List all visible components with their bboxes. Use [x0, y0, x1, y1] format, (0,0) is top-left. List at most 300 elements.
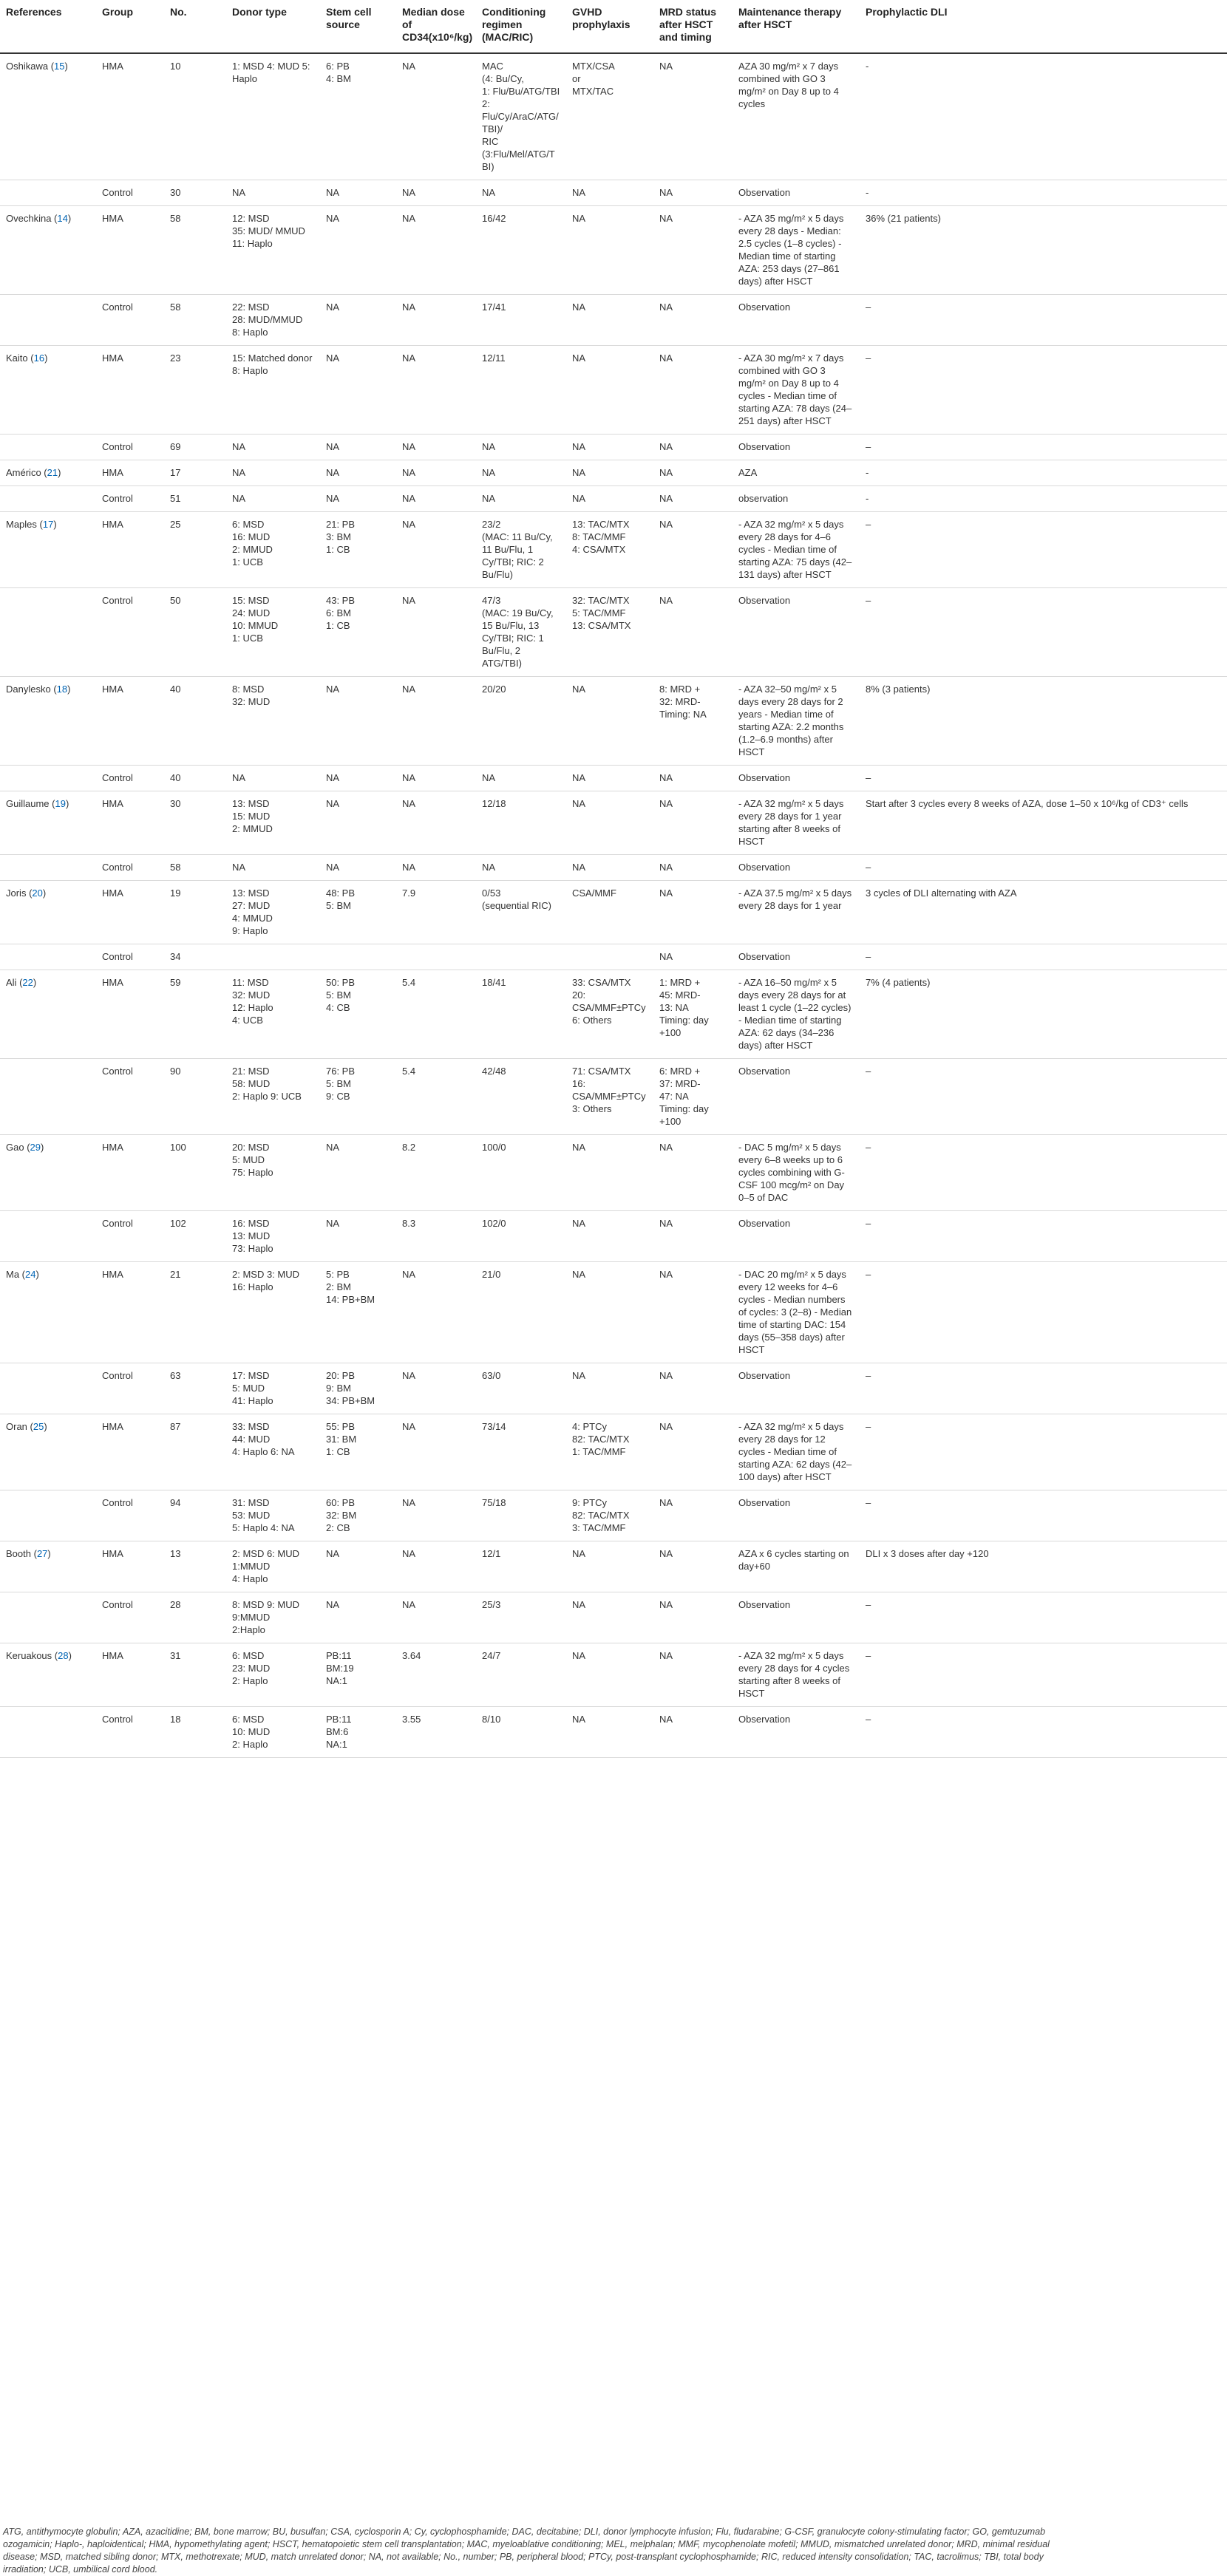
cell-gvhd: NA [566, 677, 653, 766]
cell-mrd: NA [653, 435, 733, 460]
cell-gvhd: 13: TAC/MTX 8: TAC/MMF 4: CSA/MTX [566, 512, 653, 588]
cell-group: Control [96, 295, 164, 346]
cell-donor-type: 13: MSD 27: MUD 4: MMUD 9: Haplo [226, 881, 320, 944]
table-row [0, 1414, 1227, 1490]
cell-dli: DLI x 3 doses after day +120 [860, 1541, 1227, 1592]
cell-cd34-dose: 8.2 [396, 1135, 476, 1211]
cell-maintenance: Observation [733, 295, 860, 346]
cell-cd34-dose: NA [396, 486, 476, 512]
cell-conditioning: 25/3 [476, 1592, 566, 1643]
cell-maintenance: - AZA 32 mg/m² x 5 days every 28 days for 4 cycles starting after 8 weeks of HSCT [733, 1643, 860, 1707]
cell-donor-type: 31: MSD 53: MUD 5: Haplo 4: NA [226, 1490, 320, 1541]
table-row [0, 435, 1227, 460]
reference-link[interactable]: 17 [42, 519, 54, 530]
cell-mrd: 6: MRD + 37: MRD- 47: NA Timing: day +100 [653, 1059, 733, 1135]
cell-gvhd: CSA/MMF [566, 881, 653, 944]
cell-number: 63 [164, 1363, 226, 1414]
cell-maintenance: - AZA 32–50 mg/m² x 5 days every 28 days for 2 years - Median time of starting AZA: 2.2 months (1.2–6.9 months) after HSCT [733, 677, 860, 766]
table-row [0, 460, 1227, 486]
table-row [0, 970, 1227, 1059]
cell-number: 23 [164, 346, 226, 435]
cell-donor-type: 6: MSD 23: MUD 2: Haplo [226, 1643, 320, 1707]
cell-cd34-dose: 7.9 [396, 881, 476, 944]
cell-dli: - [860, 460, 1227, 486]
reference-author: Gao [6, 1142, 24, 1153]
reference-author: Oshikawa [6, 61, 49, 72]
cell-reference [0, 1592, 96, 1643]
cell-stem-cell-source: 48: PB 5: BM [320, 881, 396, 944]
cell-reference: Ma (24) [0, 1262, 96, 1363]
cell-dli: – [860, 1414, 1227, 1490]
cell-number: 40 [164, 766, 226, 791]
reference-author: Ali [6, 977, 17, 988]
cell-reference [0, 1707, 96, 1758]
cell-mrd: NA [653, 1707, 733, 1758]
cell-conditioning: 24/7 [476, 1643, 566, 1707]
cell-stem-cell-source: NA [320, 206, 396, 295]
cell-cd34-dose: NA [396, 791, 476, 855]
cell-cd34-dose [396, 944, 476, 970]
table-row [0, 1135, 1227, 1211]
table-footnote: ATG, antithymocyte globulin; AZA, azacitidine; BM, bone marrow; BU, busulfan; CSA, cyclosporin A; Cy, cyclophosphamide; DAC, decitabine; DLI, donor lymphocyte infusion; Flu, fludarabine; G-CSF, granulocyte colony-stimulating factor; GO, gemtuzumab ozogamicin; Haplo-, haploidentical; HMA, hypomethylating agent; HSCT, hematopoietic stem cell transplantation; MAC, myeloablative conditioning; MEL, melphalan; MMF, mycophenolate mofetil; MMUD, mismatched unrelated donor; MRD, minimal residual disease; MSD, matched sibling donor; MTX, methotrexate; MUD, match unrelated donor; NA, not available; No., number; PB, peripheral blood; PTCy, post-transplant cyclophosphamide; RIC, reduced intensity consolidation; TAC, tacrolimus; TBI, total body irradiation; UCB, umbilical cord blood. [3, 2526, 1050, 2575]
cell-group: Control [96, 1363, 164, 1414]
header-references: References [0, 0, 96, 53]
cell-dli: – [860, 944, 1227, 970]
table-row [0, 766, 1227, 791]
cell-conditioning: 0/53 (sequential RIC) [476, 881, 566, 944]
reference-link[interactable]: 19 [55, 798, 66, 809]
cell-reference: Keruakous (28) [0, 1643, 96, 1707]
header-number: No. [164, 0, 226, 53]
reference-link[interactable]: 14 [57, 213, 68, 224]
cell-dli: – [860, 1592, 1227, 1643]
reference-link[interactable]: 18 [56, 684, 68, 695]
cell-stem-cell-source: NA [320, 180, 396, 206]
cell-conditioning: 100/0 [476, 1135, 566, 1211]
cell-mrd: NA [653, 1643, 733, 1707]
header-row [0, 0, 1227, 53]
cell-gvhd: NA [566, 766, 653, 791]
header-dli: Prophylactic DLI [860, 0, 1227, 53]
cell-dli: - [860, 180, 1227, 206]
cell-maintenance: - AZA 32 mg/m² x 5 days every 28 days for 1 year starting after 8 weeks of HSCT [733, 791, 860, 855]
cell-mrd: NA [653, 1262, 733, 1363]
cell-stem-cell-source: 43: PB 6: BM 1: CB [320, 588, 396, 677]
cell-group: Control [96, 1490, 164, 1541]
cell-reference [0, 1490, 96, 1541]
cell-maintenance: - AZA 32 mg/m² x 5 days every 28 days for 4–6 cycles - Median time of starting AZA: 75 days (42–131 days) after HSCT [733, 512, 860, 588]
cell-stem-cell-source: 55: PB 31: BM 1: CB [320, 1414, 396, 1490]
reference-author: Ovechkina [6, 213, 52, 224]
cell-mrd: NA [653, 1414, 733, 1490]
reference-link[interactable]: 15 [54, 61, 65, 72]
cell-stem-cell-source: NA [320, 855, 396, 881]
cell-mrd: NA [653, 1135, 733, 1211]
cell-reference [0, 435, 96, 460]
cell-gvhd: NA [566, 1135, 653, 1211]
cell-reference: Booth (27) [0, 1541, 96, 1592]
cell-number: 58 [164, 855, 226, 881]
cell-group: HMA [96, 1262, 164, 1363]
cell-stem-cell-source: NA [320, 435, 396, 460]
cell-gvhd: NA [566, 1541, 653, 1592]
reference-author: Danylesko [6, 684, 51, 695]
cell-stem-cell-source: NA [320, 346, 396, 435]
cell-donor-type: 1: MSD 4: MUD 5: Haplo [226, 53, 320, 180]
cell-reference: Gao (29) [0, 1135, 96, 1211]
cell-group: Control [96, 855, 164, 881]
cell-number: 28 [164, 1592, 226, 1643]
cell-number: 17 [164, 460, 226, 486]
reference-link[interactable]: 16 [33, 352, 45, 364]
cell-mrd: NA [653, 180, 733, 206]
cell-reference [0, 1059, 96, 1135]
cell-gvhd: NA [566, 206, 653, 295]
cell-gvhd: NA [566, 791, 653, 855]
cell-group: HMA [96, 1541, 164, 1592]
cell-gvhd: 4: PTCy 82: TAC/MTX 1: TAC/MMF [566, 1414, 653, 1490]
reference-link[interactable]: 22 [22, 977, 33, 988]
cell-mrd: NA [653, 791, 733, 855]
cell-dli: – [860, 346, 1227, 435]
header-stem-cell-source: Stem cell source [320, 0, 396, 53]
cell-group: Control [96, 1707, 164, 1758]
cell-reference [0, 295, 96, 346]
table-row [0, 588, 1227, 677]
cell-gvhd: 33: CSA/MTX 20: CSA/MMF±PTCy 6: Others [566, 970, 653, 1059]
cell-stem-cell-source: NA [320, 766, 396, 791]
cell-dli: – [860, 1262, 1227, 1363]
cell-stem-cell-source: NA [320, 1541, 396, 1592]
cell-gvhd: NA [566, 346, 653, 435]
cell-dli: – [860, 1059, 1227, 1135]
cell-group: Control [96, 1592, 164, 1643]
reference-link[interactable]: 29 [30, 1142, 41, 1153]
cell-cd34-dose: 5.4 [396, 970, 476, 1059]
cell-cd34-dose: NA [396, 53, 476, 180]
cell-gvhd: NA [566, 295, 653, 346]
cell-conditioning: NA [476, 855, 566, 881]
cell-conditioning: NA [476, 180, 566, 206]
cell-maintenance: Observation [733, 588, 860, 677]
cell-reference [0, 1211, 96, 1262]
cell-donor-type: 11: MSD 32: MUD 12: Haplo 4: UCB [226, 970, 320, 1059]
cell-stem-cell-source: NA [320, 486, 396, 512]
cell-maintenance: - AZA 35 mg/m² x 5 days every 28 days - Median: 2.5 cycles (1–8 cycles) - Median time of starting AZA: 253 days (27–861 days) after HSCT [733, 206, 860, 295]
cell-donor-type: NA [226, 855, 320, 881]
cell-maintenance: - DAC 5 mg/m² x 5 days every 6–8 weeks up to 6 cycles combining with G-CSF 100 mcg/m² on Day 0–5 of DAC [733, 1135, 860, 1211]
cell-dli: – [860, 766, 1227, 791]
cell-cd34-dose: NA [396, 1592, 476, 1643]
cell-group: Control [96, 766, 164, 791]
reference-link[interactable]: 27 [36, 1548, 48, 1559]
cell-gvhd: NA [566, 1707, 653, 1758]
table-row [0, 1363, 1227, 1414]
cell-maintenance: AZA [733, 460, 860, 486]
cell-reference: Oran (25) [0, 1414, 96, 1490]
cell-reference [0, 855, 96, 881]
reference-link[interactable]: 24 [25, 1269, 36, 1280]
cell-cd34-dose: NA [396, 435, 476, 460]
cell-dli: 7% (4 patients) [860, 970, 1227, 1059]
cell-conditioning: NA [476, 435, 566, 460]
cell-reference: Américo (21) [0, 460, 96, 486]
cell-number: 100 [164, 1135, 226, 1211]
cell-stem-cell-source: 21: PB 3: BM 1: CB [320, 512, 396, 588]
cell-stem-cell-source: 60: PB 32: BM 2: CB [320, 1490, 396, 1541]
cell-number: 69 [164, 435, 226, 460]
cell-maintenance: Observation [733, 1592, 860, 1643]
cell-cd34-dose: NA [396, 206, 476, 295]
cell-number: 10 [164, 53, 226, 180]
cell-stem-cell-source: NA [320, 1211, 396, 1262]
cell-conditioning: 20/20 [476, 677, 566, 766]
cell-conditioning: 12/11 [476, 346, 566, 435]
cell-cd34-dose: NA [396, 766, 476, 791]
cell-maintenance: Observation [733, 1363, 860, 1414]
cell-gvhd: NA [566, 180, 653, 206]
cell-donor-type: 2: MSD 3: MUD 16: Haplo [226, 1262, 320, 1363]
cell-reference [0, 766, 96, 791]
cell-reference [0, 486, 96, 512]
cell-number: 58 [164, 206, 226, 295]
cell-conditioning: NA [476, 486, 566, 512]
cell-mrd: NA [653, 1363, 733, 1414]
reference-author: Keruakous [6, 1650, 52, 1661]
cell-conditioning: NA [476, 460, 566, 486]
cell-mrd: NA [653, 295, 733, 346]
cell-mrd: NA [653, 881, 733, 944]
cell-number: 18 [164, 1707, 226, 1758]
cell-reference [0, 944, 96, 970]
cell-donor-type: 17: MSD 5: MUD 41: Haplo [226, 1363, 320, 1414]
cell-mrd: NA [653, 206, 733, 295]
cell-conditioning: 102/0 [476, 1211, 566, 1262]
cell-dli: – [860, 295, 1227, 346]
cell-maintenance: Observation [733, 1059, 860, 1135]
cell-conditioning: 17/41 [476, 295, 566, 346]
cell-conditioning: 12/1 [476, 1541, 566, 1592]
cell-mrd: 8: MRD + 32: MRD- Timing: NA [653, 677, 733, 766]
cell-donor-type: 8: MSD 32: MUD [226, 677, 320, 766]
table-row [0, 1211, 1227, 1262]
header-donor-type: Donor type [226, 0, 320, 53]
reference-author: Booth [6, 1548, 31, 1559]
cell-number: 50 [164, 588, 226, 677]
header-conditioning: Conditioning regimen (MAC/RIC) [476, 0, 566, 53]
cell-dli: – [860, 1707, 1227, 1758]
cell-maintenance: Observation [733, 1211, 860, 1262]
cell-reference [0, 1363, 96, 1414]
cell-dli: 3 cycles of DLI alternating with AZA [860, 881, 1227, 944]
reference-link[interactable]: 20 [32, 887, 43, 899]
cell-gvhd: NA [566, 1363, 653, 1414]
cell-group: HMA [96, 53, 164, 180]
cell-conditioning: 18/41 [476, 970, 566, 1059]
reference-author: Kaito [6, 352, 28, 364]
cell-conditioning: 42/48 [476, 1059, 566, 1135]
table-row [0, 1707, 1227, 1758]
header-maintenance: Maintenance therapy after HSCT [733, 0, 860, 53]
cell-maintenance: Observation [733, 944, 860, 970]
cell-gvhd: NA [566, 1592, 653, 1643]
cell-donor-type: 33: MSD 44: MUD 4: Haplo 6: NA [226, 1414, 320, 1490]
cell-donor-type: NA [226, 435, 320, 460]
header-gvhd: GVHD prophylaxis [566, 0, 653, 53]
cell-mrd: NA [653, 588, 733, 677]
header-group: Group [96, 0, 164, 53]
cell-dli: – [860, 1643, 1227, 1707]
cell-group: HMA [96, 512, 164, 588]
cell-stem-cell-source: 6: PB 4: BM [320, 53, 396, 180]
cell-donor-type: 8: MSD 9: MUD 9:MMUD 2:Haplo [226, 1592, 320, 1643]
cell-reference: Maples (17) [0, 512, 96, 588]
cell-stem-cell-source: NA [320, 1135, 396, 1211]
cell-group: Control [96, 180, 164, 206]
cell-mrd: NA [653, 1541, 733, 1592]
cell-cd34-dose: NA [396, 1541, 476, 1592]
cell-donor-type: NA [226, 460, 320, 486]
cell-dli: – [860, 512, 1227, 588]
cell-gvhd: NA [566, 435, 653, 460]
cell-group: HMA [96, 206, 164, 295]
cell-gvhd: 9: PTCy 82: TAC/MTX 3: TAC/MMF [566, 1490, 653, 1541]
cell-gvhd: NA [566, 1643, 653, 1707]
reference-link[interactable]: 28 [58, 1650, 69, 1661]
cell-mrd: NA [653, 1211, 733, 1262]
cell-dli: – [860, 1135, 1227, 1211]
cell-reference: Kaito (16) [0, 346, 96, 435]
cell-dli: – [860, 588, 1227, 677]
cell-cd34-dose: 8.3 [396, 1211, 476, 1262]
cell-conditioning: 16/42 [476, 206, 566, 295]
cell-stem-cell-source: NA [320, 295, 396, 346]
table-row [0, 944, 1227, 970]
cell-mrd: NA [653, 346, 733, 435]
cell-stem-cell-source: 20: PB 9: BM 34: PB+BM [320, 1363, 396, 1414]
cell-mrd: NA [653, 944, 733, 970]
cell-group: HMA [96, 460, 164, 486]
cell-stem-cell-source: NA [320, 460, 396, 486]
header-cd34-dose: Median dose of CD34(x10⁶/kg) [396, 0, 476, 53]
cell-stem-cell-source: 76: PB 5: BM 9: CB [320, 1059, 396, 1135]
cell-conditioning: 8/10 [476, 1707, 566, 1758]
table-row [0, 881, 1227, 944]
cell-conditioning: 63/0 [476, 1363, 566, 1414]
cell-cd34-dose: NA [396, 677, 476, 766]
table-row [0, 180, 1227, 206]
cell-dli: Start after 3 cycles every 8 weeks of AZA, dose 1–50 x 10⁶/kg of CD3⁺ cells [860, 791, 1227, 855]
cell-mrd: NA [653, 766, 733, 791]
cell-maintenance: Observation [733, 766, 860, 791]
cell-number: 94 [164, 1490, 226, 1541]
cell-conditioning: MAC (4: Bu/Cy, 1: Flu/Bu/ATG/TBI 2: Flu/Cy/AraC/ATG/TBI)/ RIC (3:Flu/Mel/ATG/TBI) [476, 53, 566, 180]
cell-maintenance: Observation [733, 1707, 860, 1758]
cell-reference [0, 588, 96, 677]
cell-number: 30 [164, 791, 226, 855]
cell-number: 19 [164, 881, 226, 944]
cell-maintenance: - AZA 16–50 mg/m² x 5 days every 28 days for at least 1 cycle (1–22 cycles) - Median time of starting AZA: 62 days (34–236 days) after HSCT [733, 970, 860, 1059]
cell-dli: - [860, 53, 1227, 180]
cell-gvhd: NA [566, 1262, 653, 1363]
cell-group: HMA [96, 1643, 164, 1707]
cell-donor-type: NA [226, 766, 320, 791]
cell-reference [0, 180, 96, 206]
cell-maintenance: observation [733, 486, 860, 512]
cell-number: 87 [164, 1414, 226, 1490]
cell-number: 90 [164, 1059, 226, 1135]
cell-dli: – [860, 1363, 1227, 1414]
cell-conditioning: 12/18 [476, 791, 566, 855]
cell-conditioning [476, 944, 566, 970]
cell-cd34-dose: NA [396, 1490, 476, 1541]
cell-stem-cell-source: PB:11 BM:6 NA:1 [320, 1707, 396, 1758]
table-row [0, 1643, 1227, 1707]
cell-donor-type: NA [226, 486, 320, 512]
cell-number: 34 [164, 944, 226, 970]
cell-group: Control [96, 486, 164, 512]
cell-maintenance: Observation [733, 1490, 860, 1541]
cell-group: Control [96, 944, 164, 970]
table-row [0, 206, 1227, 295]
cell-cd34-dose: NA [396, 180, 476, 206]
cell-cd34-dose: 5.4 [396, 1059, 476, 1135]
cell-maintenance: - AZA 30 mg/m² x 7 days combined with GO 3 mg/m² on Day 8 up to 4 cycles - Median time of starting AZA: 78 days (24–251 days) after HSCT [733, 346, 860, 435]
reference-author: Maples [6, 519, 37, 530]
header-mrd: MRD status after HSCT and timing [653, 0, 733, 53]
cell-gvhd: NA [566, 460, 653, 486]
cell-gvhd [566, 944, 653, 970]
cell-stem-cell-source: NA [320, 677, 396, 766]
cell-maintenance: Observation [733, 180, 860, 206]
cell-mrd: 1: MRD + 45: MRD- 13: NA Timing: day +100 [653, 970, 733, 1059]
cell-gvhd: 32: TAC/MTX 5: TAC/MMF 13: CSA/MTX [566, 588, 653, 677]
table-row [0, 295, 1227, 346]
cell-stem-cell-source: 50: PB 5: BM 4: CB [320, 970, 396, 1059]
cell-maintenance: Observation [733, 435, 860, 460]
cell-number: 21 [164, 1262, 226, 1363]
cell-number: 58 [164, 295, 226, 346]
cell-conditioning: NA [476, 766, 566, 791]
reference-link[interactable]: 21 [47, 467, 58, 478]
cell-gvhd: NA [566, 1211, 653, 1262]
cell-mrd: NA [653, 512, 733, 588]
cell-donor-type: 20: MSD 5: MUD 75: Haplo [226, 1135, 320, 1211]
cell-number: 102 [164, 1211, 226, 1262]
cell-maintenance: - DAC 20 mg/m² x 5 days every 12 weeks for 4–6 cycles - Median numbers of cycles: 3 (2–8) - Median time of starting DAC: 154 days (55–358 days) after HSCT [733, 1262, 860, 1363]
table-row [0, 1059, 1227, 1135]
cell-donor-type: 6: MSD 16: MUD 2: MMUD 1: UCB [226, 512, 320, 588]
cell-conditioning: 73/14 [476, 1414, 566, 1490]
cell-mrd: NA [653, 460, 733, 486]
cell-maintenance: - AZA 37.5 mg/m² x 5 days every 28 days for 1 year [733, 881, 860, 944]
cell-group: HMA [96, 791, 164, 855]
cell-dli: – [860, 435, 1227, 460]
cell-cd34-dose: NA [396, 1363, 476, 1414]
cell-dli: - [860, 486, 1227, 512]
table-row [0, 512, 1227, 588]
cell-donor-type: 13: MSD 15: MUD 2: MMUD [226, 791, 320, 855]
reference-author: Guillaume [6, 798, 50, 809]
table-row [0, 486, 1227, 512]
cell-donor-type: 15: Matched donor 8: Haplo [226, 346, 320, 435]
reference-author: Ma [6, 1269, 20, 1280]
table-row [0, 1490, 1227, 1541]
reference-link[interactable]: 25 [33, 1421, 44, 1432]
cell-group: HMA [96, 677, 164, 766]
cell-mrd: NA [653, 855, 733, 881]
cell-dli: 8% (3 patients) [860, 677, 1227, 766]
